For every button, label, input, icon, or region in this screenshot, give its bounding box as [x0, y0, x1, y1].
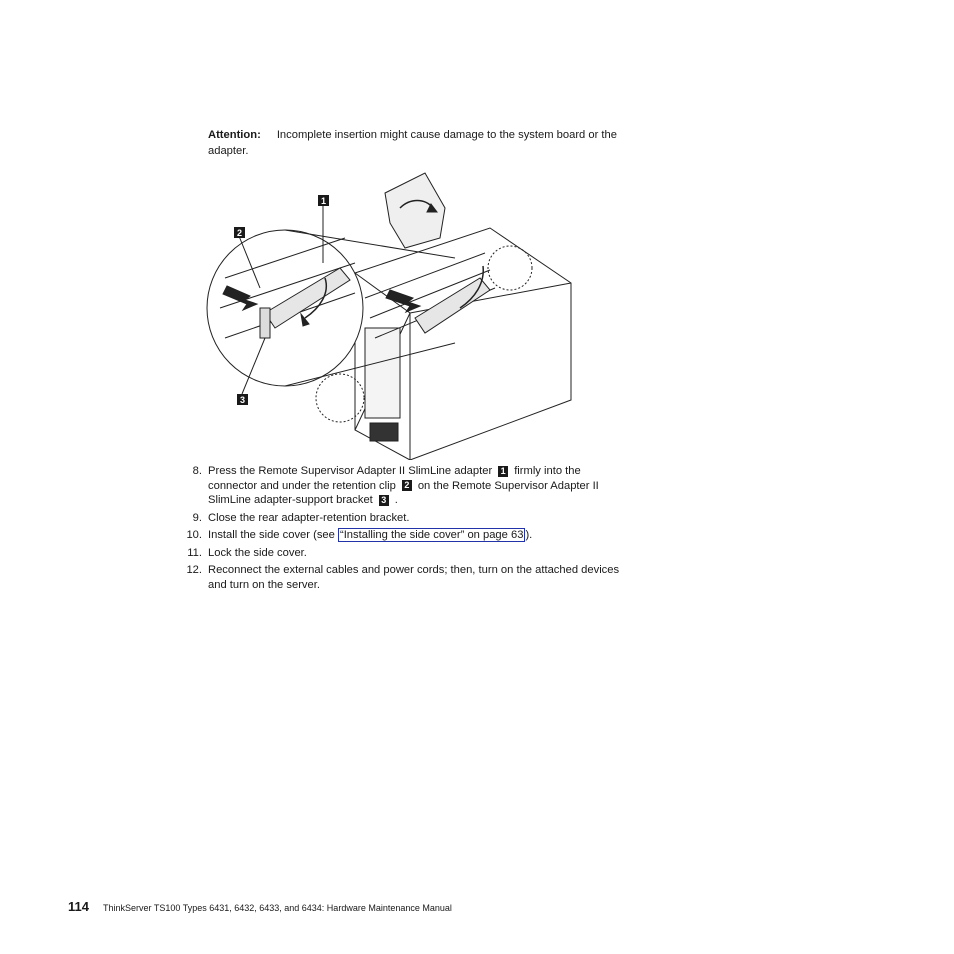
step-number: 9. — [192, 511, 202, 524]
step-text-part: . — [394, 494, 398, 506]
installing-side-cover-link[interactable]: “Installing the side cover” on page 63 — [339, 529, 524, 541]
page-footer — [68, 900, 452, 915]
step-9 — [180, 511, 620, 526]
step-text: Close the rear adapter-retention bracket. — [208, 511, 410, 524]
step-10 — [180, 528, 620, 543]
step-8 — [180, 464, 620, 508]
callout-2-label: 2 — [236, 228, 243, 238]
adapter-installation-illustration — [205, 168, 575, 460]
step-number: 11. — [187, 546, 202, 559]
step-text-part: Press the Remote Supervisor Adapter II SlimLine adapter — [208, 465, 493, 477]
step-number: 12. — [186, 564, 202, 576]
step-number: 10. — [186, 529, 202, 541]
attention-text: Incomplete insertion might cause damage to the system board or the adapter. — [208, 129, 617, 157]
callout-3-badge: 3 — [379, 495, 389, 506]
page-number: 114 — [68, 899, 89, 914]
step-text-part: ). — [525, 529, 533, 541]
callout-2-badge: 2 — [402, 480, 412, 491]
step-text-part: Install the side cover (see — [208, 529, 338, 541]
step-text-part: on the Remote Supervisor Adapter II SlimLine adapter-support bracket — [208, 479, 599, 506]
step-12 — [180, 563, 620, 592]
attention-label: Attention: — [208, 129, 261, 141]
callout-3-label: 3 — [239, 395, 246, 405]
attention-notice — [208, 127, 618, 159]
step-text — [208, 528, 620, 543]
step-number: 8. — [192, 465, 202, 477]
callout-1-label: 1 — [320, 196, 327, 206]
step-text: Reconnect the external cables and power cords; then, turn on the attached devices and turn on the server. — [208, 564, 620, 591]
step-11 — [180, 546, 620, 561]
server-chassis-drawing — [205, 168, 575, 460]
manual-title: ThinkServer TS100 Types 6431, 6432, 6433, and 6434: Hardware Maintenance Manual — [102, 903, 452, 913]
step-text-part: firmly into the connector and under the retention clip — [208, 465, 581, 492]
step-text: Lock the side cover. — [208, 546, 307, 559]
callout-1-badge: 1 — [498, 466, 508, 477]
procedure-steps — [180, 464, 620, 595]
step-text — [208, 464, 620, 508]
